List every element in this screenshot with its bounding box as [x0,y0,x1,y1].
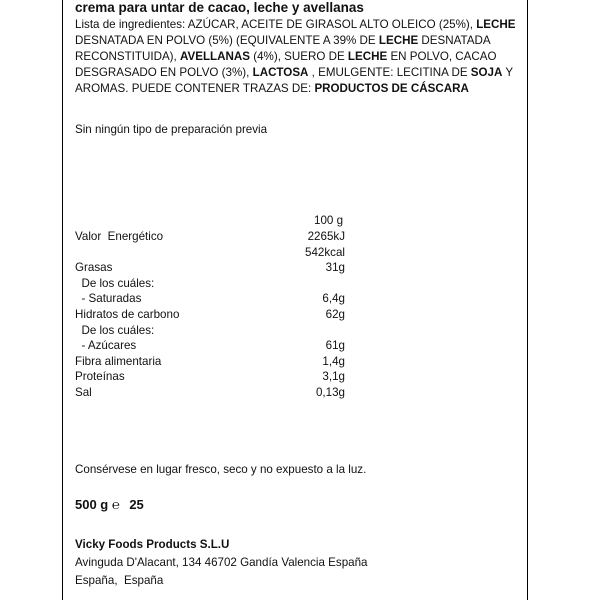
ingredient-text: (4%), SUERO DE [250,50,348,63]
nutrition-label: - Saturadas [75,292,142,306]
allergen-text: SOJA [470,66,503,79]
nutrition-value: 0,13g [315,386,345,399]
nutrition-label: Fibra alimentaria [75,354,162,368]
ingredient-text: EN POLVO, CACAO DESGRASADO EN POLVO (3%), [75,50,497,79]
allergen-text: LECHE [378,34,419,47]
ingredient-text: Lista de ingredientes: AZÚCAR, ACEITE DE GIRASOL ALTO OLEICO (25%), [75,18,477,31]
nutrition-value: 2265kJ [307,230,345,243]
product-title: crema para untar de cacao, leche y avellanas [75,0,364,15]
company-country: España, España [75,574,164,587]
nutrition-label: Grasas [75,261,113,275]
nutrition-value: 62g [325,308,345,321]
net-weight [75,497,144,512]
nutrition-label: Proteínas [75,370,125,384]
allergen-text: LACTOSA [252,66,309,79]
nutrition-label: Hidratos de carbono [75,308,180,321]
ingredient-text: , EMULGENTE: LECITINA DE [308,66,471,79]
preparation-note: Sin ningún tipo de preparación previa [75,123,268,136]
allergen-text: AVELLANAS [180,50,250,63]
net-weight-amount: 500 g [75,497,109,512]
nutrition-value: 1,4g [322,354,345,368]
storage-note: Consérvese en lugar fresco, seco y no expuesto a la luz. [75,463,367,476]
nutrition-label: Valor Energético [75,230,164,243]
allergen-text: PRODUCTOS DE CÁSCARA [314,82,469,95]
ingredient-text: DESNATADA RECONSTITUIDA), [75,34,490,63]
nutrition-value: 3,1g [322,370,345,384]
ingredient-text: Y AROMAS. PUEDE CONTENER TRAZAS DE: [75,66,513,95]
nutrition-label: Sal [75,386,92,399]
ingredient-text: DESNATADA EN POLVO (5%) (EQUIVALENTE A 39% DE [75,34,379,47]
allergen-text: LECHE [347,50,388,63]
nutrition-label: - Azúcares [75,339,137,353]
ingredients-list [75,17,525,97]
nutrition-value: 542kcal [305,245,345,259]
nutrition-label: De los cuáles: [75,276,155,290]
net-weight-code: 25 [129,497,144,512]
allergen-text: LECHE [476,18,516,31]
nutrition-value: 6,4g [322,292,345,306]
nutrition-value: 31g [325,261,345,275]
company-address: Avinguda D'Alacant, 134 46702 Gandía Valencia España [75,556,368,569]
nutrition-header: 100 g [314,214,344,227]
company-name: Vicky Foods Products S.L.U [75,538,230,551]
nutrition-label: De los cuáles: [75,323,155,337]
nutrition-value: 61g [325,339,345,353]
estimated-mark-icon: ℮ [111,497,120,512]
